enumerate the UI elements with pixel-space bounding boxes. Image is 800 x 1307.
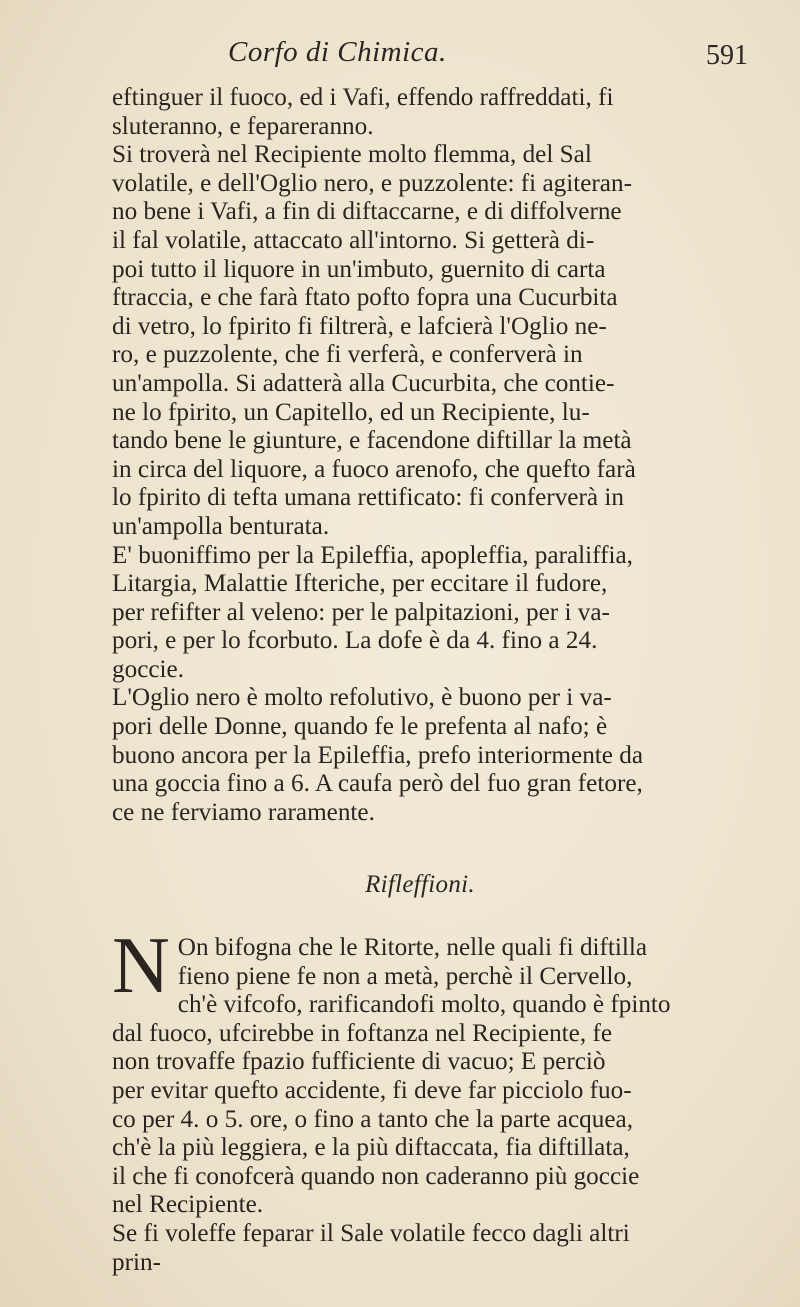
section-heading: Rifleffioni. <box>365 871 475 899</box>
paragraph: E' buoniffimo per la Epileffia, apopleffia, paraliffia, Litargia, Malattie Ifteriche, per eccitare il fudore, per refifter al veleno: per le palpitazioni, per i va- pori, e per lo fcorbuto. La dofe è da 4. fino a 24. goccie. <box>112 541 633 683</box>
paragraph: Se fi voleffe feparar il Sale volatile fecco dagli altri <box>112 1219 630 1247</box>
drop-cap: N <box>112 922 170 1011</box>
running-head: Corfo di Chimica. <box>228 36 447 68</box>
paragraph: eftinguer il fuoco, ed i Vafi, effendo raffreddati, fi sluteranno, e fepareranno. <box>112 84 614 140</box>
paragraph: Si troverà nel Recipiente molto flemma, del Sal volatile, e dell'Oglio nero, e puzzolente: fi agiteran- no bene i Vafi, a fin di diftaccarne, e di diffolverne il fal volatile, attaccato all'intorno. Si getterà di- poi tutto il liquore in un'imbuto, guernito di carta ftraccia, e che farà ftato pofto fopra una Cucurbita di vetro, lo fpirito fi filtrerà, e lafcierà l'Oglio ne- ro, e puzzolente, che fi verferà, e conferverà in un'ampolla. Si adatterà alla Cucurbita, che contie- ne lo fpirito, un Capitello, ed un Recipiente, lu- tando bene le giunture, e facendone diftillar la metà in circa del liquore, a fuoco arenofo, che quefto farà lo fpirito di tefta umana rettificato: fi conferverà in un'ampolla benturata. <box>112 141 636 540</box>
paragraph: L'Oglio nero è molto refolutivo, è buono per i va- pori delle Donne, quando fe le prefenta al nafo; è buono ancora per la Epileffia, prefo interiormente da una goccia fino a 6. A caufa però del fuo gran fetore, ce ne ferviamo raramente. <box>112 684 644 826</box>
catchword: prin- <box>112 1248 161 1276</box>
page-number: 591 <box>706 40 748 71</box>
page-header <box>0 36 800 76</box>
reflection-text: On bifogna che le Ritorte, nelle quali fi diftilla fieno piene fe non a metà, perchè il Cervello, ch'è vifcofo, rarificandofi molto, quando è fpinto dal fuoco, ufcirebbe in foftanza nel Recipiente, fe non trovaffe fpazio fufficiente di vacuo; E perciò per evitar quefto accidente, fi deve far picciolo fuo- co per 4. o 5. ore, o fino a tanto che la parte acquea, ch'è la più leggiera, e la più diftaccata, fia diftillata, il che fi conofcerà quando non caderanno più goccie nel Recipiente. <box>112 934 671 1219</box>
body-text <box>112 84 728 1277</box>
reflection-paragraph <box>112 922 728 1220</box>
